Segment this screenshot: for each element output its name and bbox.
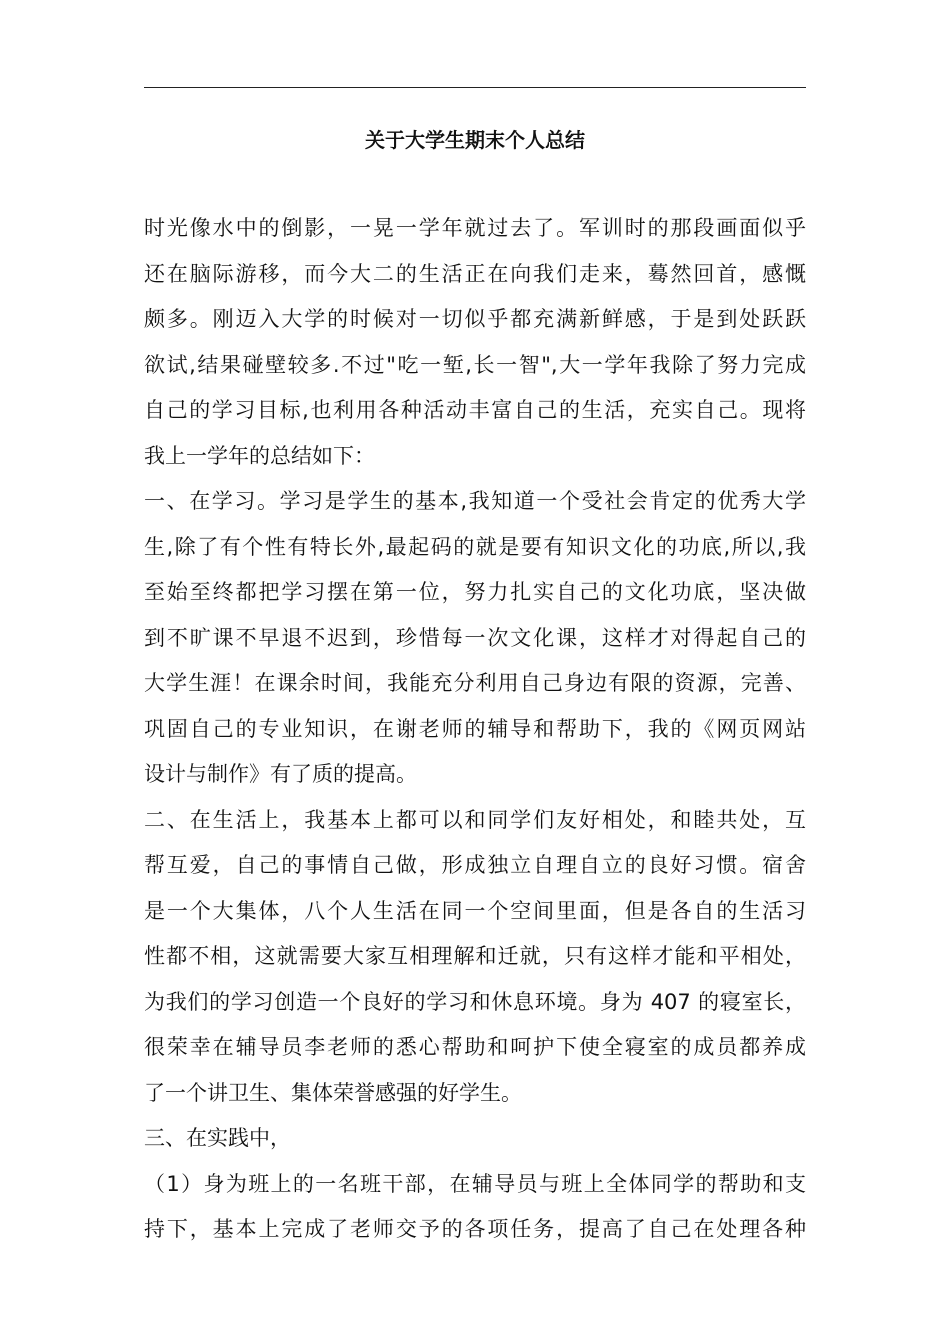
body-line: 时光像水中的倒影，一晃一学年就过去了。军训时的那段画面似乎	[144, 216, 806, 240]
body-line: 大学生涯！在课余时间，我能充分利用自己身边有限的资源，完善、	[144, 671, 806, 695]
body-line: 巩固自己的专业知识，在谢老师的辅导和帮助下，我的《网页网站	[144, 716, 806, 741]
body-line: 设计与制作》有了质的提高。	[144, 762, 417, 786]
body-line: 至始至终都把学习摆在第一位，努力扎实自己的文化功底，坚决做	[144, 580, 806, 604]
body-line: 三、在实践中，	[144, 1126, 291, 1150]
body-line: 帮互爱，自己的事情自己做，形成独立自理自立的良好习惯。宿舍	[144, 853, 806, 877]
body-line: 到不旷课不早退不迟到，珍惜每一次文化课，这样才对得起自己的	[144, 625, 806, 650]
document-title: 关于大学生期末个人总结	[365, 128, 585, 152]
body-line: 生,除了有个性有特长外,最起码的就是要有知识文化的功底,所以,我	[144, 534, 806, 559]
body-line: 很荣幸在辅导员李老师的悉心帮助和呵护下使全寝室的成员都养成	[144, 1035, 806, 1059]
body-line: 为我们的学习创造一个良好的学习和休息环境。身为 407 的寝室长，	[144, 989, 806, 1014]
body-line: 性都不相，这就需要大家互相理解和迁就，只有这样才能和平相处，	[144, 944, 806, 968]
body-line: 自己的学习目标,也利用各种活动丰富自己的生活，充实自己。现将	[144, 398, 806, 422]
body-line: 持下，基本上完成了老师交予的各项任务，提高了自己在处理各种	[144, 1217, 806, 1241]
body-line: 了一个讲卫生、集体荣誉感强的好学生。	[144, 1080, 522, 1105]
body-line: 我上一学年的总结如下：	[144, 443, 375, 468]
body-line: 欲试,结果碰壁较多.不过"吃一堑,长一智",大一学年我除了努力完成	[144, 352, 806, 377]
body-line: 是一个大集体，八个人生活在同一个空间里面，但是各自的生活习	[144, 898, 806, 923]
body-line: 二、在生活上，我基本上都可以和同学们友好相处，和睦共处，互	[144, 807, 806, 832]
body-line: 一、在学习。学习是学生的基本,我知道一个受社会肯定的优秀大学	[144, 489, 806, 513]
document-body	[144, 206, 806, 1253]
body-line: （1）身为班上的一名班干部，在辅导员与班上全体同学的帮助和支	[144, 1171, 806, 1196]
body-line: 还在脑际游移，而今大二的生活正在向我们走来，蓦然回首，感慨	[144, 261, 806, 286]
header-rule	[144, 87, 806, 88]
body-line: 颇多。刚迈入大学的时候对一切似乎都充满新鲜感，于是到处跃跃	[144, 307, 806, 331]
